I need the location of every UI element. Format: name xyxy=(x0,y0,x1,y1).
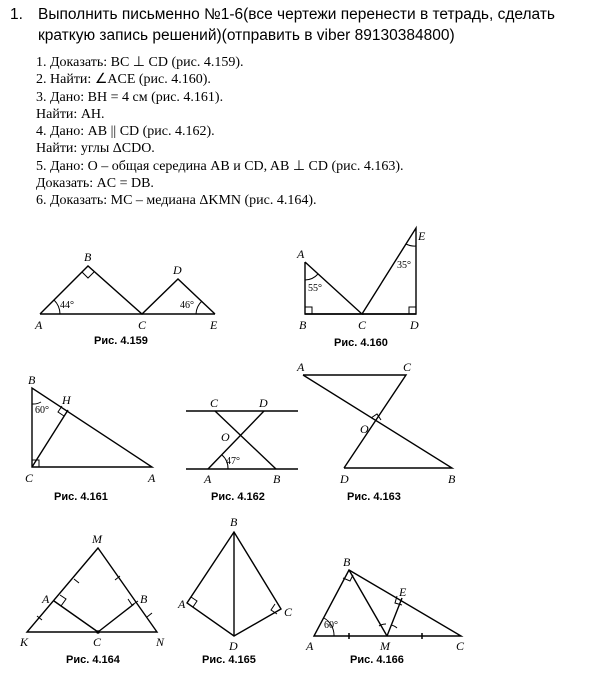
fig161-label-h: H xyxy=(62,393,71,407)
fig160-angle-arc-e xyxy=(406,244,416,246)
fig161-right-angle-h xyxy=(58,406,64,416)
fig161-angle-60: 60° xyxy=(35,405,49,416)
fig165-label-d: D xyxy=(229,639,238,653)
fig159-label-c: C xyxy=(138,318,147,332)
figure-4-165 xyxy=(177,515,293,666)
fig163-upper-path xyxy=(303,375,406,468)
fig164-perpendicular-b xyxy=(98,604,134,632)
fig165-right-angle-a xyxy=(191,597,197,607)
fig163-caption: Рис. 4.163 xyxy=(347,491,401,503)
fig161-label-b: B xyxy=(28,373,36,387)
fig162-label-d: D xyxy=(259,396,268,410)
fig164-tick-ma xyxy=(74,579,79,583)
fig160-right-angle-d xyxy=(409,307,416,314)
task-line: 5. Дано: O – общая середина AB и CD, AB ⊥ CD (рис. 4.163). xyxy=(36,158,404,174)
figure-4-166 xyxy=(305,555,465,666)
fig164-label-b: B xyxy=(140,592,148,606)
heading-text: Выполнить письменно №1-6(все чертежи перенести в тетрадь, сделать краткую запись решений)(отправить в viber 89130384800) xyxy=(38,6,555,44)
fig164-triangle xyxy=(27,548,157,632)
fig163-label-a: A xyxy=(297,360,305,374)
fig159-label-e: E xyxy=(210,318,218,332)
fig163-label-c: C xyxy=(403,360,412,374)
fig166-segment-me xyxy=(387,598,402,636)
fig165-label-a: A xyxy=(178,597,186,611)
figure-4-160 xyxy=(296,228,426,349)
task-line: 3. Дано: BH = 4 см (рис. 4.161). xyxy=(36,89,224,105)
fig159-angle-arc-e xyxy=(196,301,202,314)
figure-4-162 xyxy=(186,396,298,503)
fig166-angle-arc-m2 xyxy=(391,625,397,628)
fig163-label-o: O xyxy=(360,422,369,436)
fig161-label-c: C xyxy=(25,471,34,485)
fig161-triangle xyxy=(32,388,152,467)
figure-4-164 xyxy=(19,532,165,666)
task-line: Найти: AH. xyxy=(36,106,105,122)
heading-number: 1. xyxy=(10,6,23,23)
task-line: Найти: углы ΔCDO. xyxy=(36,141,155,157)
fig160-label-e: E xyxy=(418,229,426,243)
fig165-caption: Рис. 4.165 xyxy=(202,654,256,666)
fig159-label-b: B xyxy=(84,250,92,264)
fig159-caption: Рис. 4.159 xyxy=(94,335,148,347)
fig166-angle-60: 60° xyxy=(324,620,338,631)
fig166-caption: Рис. 4.166 xyxy=(350,654,404,666)
fig162-label-c: C xyxy=(210,396,219,410)
fig160-label-a: A xyxy=(297,247,305,261)
fig160-label-d: D xyxy=(410,318,419,332)
fig160-label-c: C xyxy=(358,318,367,332)
fig165-label-b: B xyxy=(230,515,238,529)
fig162-label-o: O xyxy=(221,430,230,444)
task-line: Доказать: AC = DB. xyxy=(36,176,154,192)
fig161-caption: Рис. 4.161 xyxy=(54,491,108,503)
fig166-label-a: A xyxy=(306,639,314,653)
fig164-label-a: A xyxy=(42,592,50,606)
fig159-angle-46: 46° xyxy=(180,300,194,311)
fig159-right-angle-mark xyxy=(82,272,94,278)
fig160-angle-55: 55° xyxy=(308,283,322,294)
fig161-angle-arc-b xyxy=(32,402,41,404)
fig166-label-m: M xyxy=(380,639,390,653)
fig166-segment-bm xyxy=(349,570,387,636)
fig159-label-d: D xyxy=(173,263,182,277)
fig166-label-e: E xyxy=(399,585,407,599)
fig160-angle-arc-a xyxy=(305,274,318,280)
fig164-right-angle-b xyxy=(128,599,138,605)
task-line: 6. Доказать: MC – медиана ΔKMN (рис. 4.164). xyxy=(36,193,317,209)
fig166-label-c: C xyxy=(456,639,465,653)
fig164-right-angle-a xyxy=(60,595,66,606)
fig163-label-d: D xyxy=(340,472,349,486)
fig166-label-b: B xyxy=(343,555,351,569)
fig161-label-a: A xyxy=(148,471,156,485)
figure-4-163 xyxy=(296,360,456,503)
fig160-label-b: B xyxy=(299,318,307,332)
fig162-label-a: A xyxy=(204,472,212,486)
fig164-label-m: M xyxy=(92,532,102,546)
fig160-angle-35: 35° xyxy=(397,260,411,271)
fig164-point-c xyxy=(96,630,100,634)
fig162-angle-47: 47° xyxy=(226,456,240,467)
figure-4-159 xyxy=(34,250,218,347)
fig164-caption: Рис. 4.164 xyxy=(66,654,120,666)
fig161-altitude xyxy=(32,410,68,467)
fig159-angle-44: 44° xyxy=(60,300,74,311)
fig164-label-c: C xyxy=(93,635,102,649)
fig164-tick-bn xyxy=(147,613,152,617)
fig162-caption: Рис. 4.162 xyxy=(211,491,265,503)
fig159-label-a: A xyxy=(35,318,43,332)
task-line: 4. Дано: AB || CD (рис. 4.162). xyxy=(36,124,215,140)
fig164-label-n: N xyxy=(156,635,165,649)
fig163-lower-path xyxy=(303,375,452,468)
fig160-caption: Рис. 4.160 xyxy=(334,337,388,349)
fig164-perpendicular-a xyxy=(54,601,98,632)
fig165-label-c: C xyxy=(284,605,293,619)
fig164-label-k: K xyxy=(20,635,29,649)
figure-4-161 xyxy=(25,373,156,503)
fig160-right-triangle xyxy=(362,228,416,314)
fig163-label-b: B xyxy=(448,472,456,486)
task-line: 2. Найти: ∠ACE (рис. 4.160). xyxy=(36,72,211,88)
task-line: 1. Доказать: BC ⊥ CD (рис. 4.159). xyxy=(36,55,244,70)
fig160-right-angle-b xyxy=(305,307,312,314)
fig162-label-b: B xyxy=(273,472,281,486)
